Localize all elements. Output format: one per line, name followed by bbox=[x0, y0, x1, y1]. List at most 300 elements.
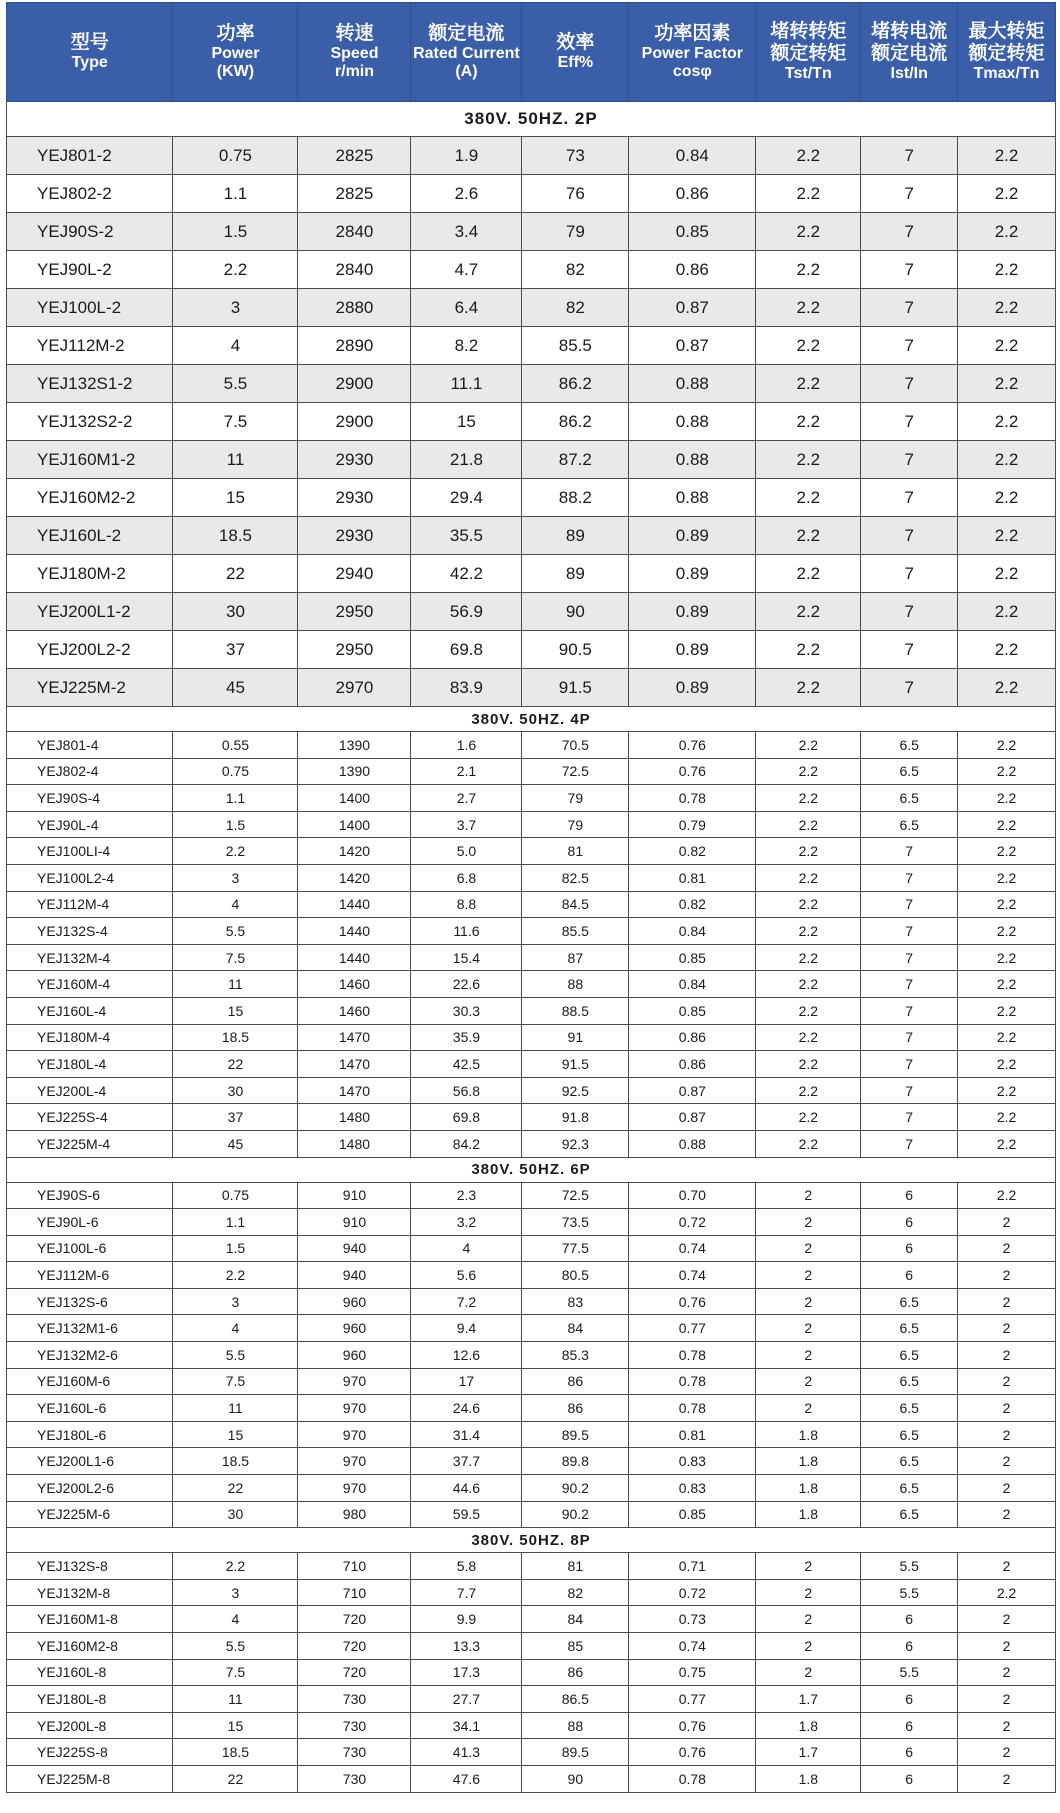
cell-power: 30 bbox=[173, 1077, 298, 1104]
cell-rated-current: 17.3 bbox=[411, 1659, 522, 1686]
cell-efficiency: 72.5 bbox=[522, 758, 629, 785]
cell-rated-current: 1.9 bbox=[411, 137, 522, 175]
cell-power: 2.2 bbox=[173, 1553, 298, 1580]
cell-efficiency: 82.5 bbox=[522, 864, 629, 891]
cell-tst-tn: 2.2 bbox=[756, 479, 861, 517]
cell-power-factor: 0.78 bbox=[629, 785, 756, 812]
cell-efficiency: 76 bbox=[522, 175, 629, 213]
cell-power-factor: 0.88 bbox=[629, 1130, 756, 1157]
cell-power: 0.75 bbox=[173, 137, 298, 175]
cell-tmax-tn: 2.2 bbox=[958, 944, 1056, 971]
cell-ist-in: 6 bbox=[861, 1686, 958, 1713]
cell-type: YEJ200L2-6 bbox=[7, 1475, 173, 1502]
cell-efficiency: 87 bbox=[522, 944, 629, 971]
cell-ist-in: 7 bbox=[861, 327, 958, 365]
table-body bbox=[7, 102, 1056, 1793]
cell-ist-in: 6 bbox=[861, 1712, 958, 1739]
cell-rated-current: 5.0 bbox=[411, 838, 522, 865]
cell-tst-tn: 2.2 bbox=[756, 971, 861, 998]
cell-efficiency: 86.5 bbox=[522, 1686, 629, 1713]
cell-tst-tn: 2.2 bbox=[756, 944, 861, 971]
cell-tst-tn: 2.2 bbox=[756, 289, 861, 327]
table-row bbox=[7, 441, 1056, 479]
cell-type: YEJ112M-4 bbox=[7, 891, 173, 918]
cell-power: 2.2 bbox=[173, 838, 298, 865]
cell-type: YEJ802-2 bbox=[7, 175, 173, 213]
table-row bbox=[7, 1342, 1056, 1369]
cell-ist-in: 6.5 bbox=[861, 785, 958, 812]
cell-ist-in: 6 bbox=[861, 1182, 958, 1209]
cell-power: 18.5 bbox=[173, 1024, 298, 1051]
cell-tst-tn: 1.8 bbox=[756, 1475, 861, 1502]
table-row bbox=[7, 1712, 1056, 1739]
cell-type: YEJ160M2-8 bbox=[7, 1633, 173, 1660]
cell-tmax-tn: 2.2 bbox=[958, 631, 1056, 669]
cell-type: YEJ180L-8 bbox=[7, 1686, 173, 1713]
cell-power-factor: 0.82 bbox=[629, 838, 756, 865]
cell-power: 4 bbox=[173, 327, 298, 365]
cell-power-factor: 0.86 bbox=[629, 1051, 756, 1078]
header-row bbox=[7, 3, 1056, 102]
cell-ist-in: 7 bbox=[861, 891, 958, 918]
cell-rated-current: 42.2 bbox=[411, 555, 522, 593]
cell-power: 11 bbox=[173, 971, 298, 998]
table-row bbox=[7, 1501, 1056, 1528]
cell-rated-current: 59.5 bbox=[411, 1501, 522, 1528]
cell-efficiency: 86 bbox=[522, 1368, 629, 1395]
table-row bbox=[7, 1182, 1056, 1209]
table-row bbox=[7, 403, 1056, 441]
cell-efficiency: 85.5 bbox=[522, 327, 629, 365]
cell-tst-tn: 2.2 bbox=[756, 1104, 861, 1131]
cell-power-factor: 0.86 bbox=[629, 1024, 756, 1051]
table-row bbox=[7, 758, 1056, 785]
cell-type: YEJ225S-4 bbox=[7, 1104, 173, 1131]
cell-power-factor: 0.85 bbox=[629, 1501, 756, 1528]
cell-ist-in: 6.5 bbox=[861, 811, 958, 838]
section-title: 380V. 50HZ. 2P bbox=[7, 102, 1056, 137]
cell-tst-tn: 2 bbox=[756, 1553, 861, 1580]
cell-type: YEJ90S-2 bbox=[7, 213, 173, 251]
cell-tst-tn: 1.8 bbox=[756, 1765, 861, 1792]
cell-rated-current: 3.7 bbox=[411, 811, 522, 838]
table-row bbox=[7, 864, 1056, 891]
cell-tmax-tn: 2.2 bbox=[958, 971, 1056, 998]
cell-tmax-tn: 2 bbox=[958, 1765, 1056, 1792]
cell-ist-in: 7 bbox=[861, 555, 958, 593]
cell-tmax-tn: 2.2 bbox=[958, 251, 1056, 289]
cell-tmax-tn: 2 bbox=[958, 1686, 1056, 1713]
cell-tst-tn: 1.8 bbox=[756, 1501, 861, 1528]
table-row bbox=[7, 971, 1056, 998]
cell-tmax-tn: 2 bbox=[958, 1395, 1056, 1422]
table-row bbox=[7, 1579, 1056, 1606]
cell-ist-in: 7 bbox=[861, 669, 958, 707]
cell-tst-tn: 2.2 bbox=[756, 251, 861, 289]
cell-ist-in: 6.5 bbox=[861, 1315, 958, 1342]
cell-tmax-tn: 2.2 bbox=[958, 137, 1056, 175]
cell-type: YEJ90L-4 bbox=[7, 811, 173, 838]
header-power-en: Power bbox=[211, 44, 260, 62]
table-row bbox=[7, 1686, 1056, 1713]
cell-speed: 720 bbox=[298, 1633, 411, 1660]
cell-rated-current: 22.6 bbox=[411, 971, 522, 998]
cell-power-factor: 0.78 bbox=[629, 1395, 756, 1422]
cell-power-factor: 0.88 bbox=[629, 441, 756, 479]
cell-power-factor: 0.87 bbox=[629, 1104, 756, 1131]
cell-rated-current: 11.6 bbox=[411, 918, 522, 945]
cell-tst-tn: 2.2 bbox=[756, 891, 861, 918]
cell-ist-in: 7 bbox=[861, 251, 958, 289]
table-row bbox=[7, 1051, 1056, 1078]
cell-tst-tn: 2.2 bbox=[756, 1024, 861, 1051]
header-speed bbox=[298, 3, 411, 102]
cell-efficiency: 88 bbox=[522, 971, 629, 998]
cell-efficiency: 80.5 bbox=[522, 1262, 629, 1289]
cell-speed: 730 bbox=[298, 1739, 411, 1766]
cell-power: 0.75 bbox=[173, 1182, 298, 1209]
table-row bbox=[7, 555, 1056, 593]
table-row bbox=[7, 365, 1056, 403]
cell-tmax-tn: 2.2 bbox=[958, 555, 1056, 593]
table-row bbox=[7, 1104, 1056, 1131]
cell-efficiency: 84.5 bbox=[522, 891, 629, 918]
cell-tst-tn: 2 bbox=[756, 1315, 861, 1342]
cell-ist-in: 7 bbox=[861, 441, 958, 479]
cell-power: 18.5 bbox=[173, 1448, 298, 1475]
cell-tst-tn: 2.2 bbox=[756, 864, 861, 891]
table-row bbox=[7, 1421, 1056, 1448]
section-title: 380V. 50HZ. 8P bbox=[7, 1528, 1056, 1553]
cell-tst-tn: 2.2 bbox=[756, 175, 861, 213]
cell-power: 18.5 bbox=[173, 517, 298, 555]
cell-power: 5.5 bbox=[173, 918, 298, 945]
cell-power-factor: 0.83 bbox=[629, 1448, 756, 1475]
cell-rated-current: 2.7 bbox=[411, 785, 522, 812]
cell-tmax-tn: 2 bbox=[958, 1315, 1056, 1342]
cell-efficiency: 92.3 bbox=[522, 1130, 629, 1157]
cell-speed: 2940 bbox=[298, 555, 411, 593]
cell-tmax-tn: 2.2 bbox=[958, 997, 1056, 1024]
header-ist-in-en: Ist/In bbox=[890, 64, 928, 82]
table-row bbox=[7, 1024, 1056, 1051]
cell-speed: 1420 bbox=[298, 838, 411, 865]
cell-power: 22 bbox=[173, 555, 298, 593]
cell-tmax-tn: 2 bbox=[958, 1368, 1056, 1395]
cell-speed: 2900 bbox=[298, 365, 411, 403]
cell-tst-tn: 1.8 bbox=[756, 1712, 861, 1739]
table-row bbox=[7, 1765, 1056, 1792]
table-row bbox=[7, 1262, 1056, 1289]
cell-power: 11 bbox=[173, 1395, 298, 1422]
table-row bbox=[7, 1315, 1056, 1342]
cell-tst-tn: 2 bbox=[756, 1579, 861, 1606]
header-power-factor-cn: 功率因素 bbox=[654, 22, 731, 44]
cell-type: YEJ801-2 bbox=[7, 137, 173, 175]
cell-rated-current: 15 bbox=[411, 403, 522, 441]
cell-tmax-tn: 2.2 bbox=[958, 1051, 1056, 1078]
cell-ist-in: 6.5 bbox=[861, 1448, 958, 1475]
section-header-row bbox=[7, 707, 1056, 732]
cell-ist-in: 6 bbox=[861, 1633, 958, 1660]
cell-speed: 2930 bbox=[298, 441, 411, 479]
cell-efficiency: 87.2 bbox=[522, 441, 629, 479]
header-power-cn: 功率 bbox=[216, 22, 255, 44]
cell-power-factor: 0.76 bbox=[629, 758, 756, 785]
cell-efficiency: 86.2 bbox=[522, 365, 629, 403]
cell-tst-tn: 2.2 bbox=[756, 213, 861, 251]
cell-type: YEJ132M2-6 bbox=[7, 1342, 173, 1369]
cell-tmax-tn: 2 bbox=[958, 1712, 1056, 1739]
cell-power: 22 bbox=[173, 1475, 298, 1502]
table-row bbox=[7, 1739, 1056, 1766]
header-tmax-tn-en: Tmax/Tn bbox=[973, 64, 1040, 82]
cell-rated-current: 30.3 bbox=[411, 997, 522, 1024]
cell-speed: 720 bbox=[298, 1606, 411, 1633]
cell-tst-tn: 2 bbox=[756, 1633, 861, 1660]
cell-type: YEJ200L-4 bbox=[7, 1077, 173, 1104]
cell-rated-current: 47.6 bbox=[411, 1765, 522, 1792]
cell-power: 1.1 bbox=[173, 175, 298, 213]
cell-ist-in: 5.5 bbox=[861, 1659, 958, 1686]
cell-type: YEJ225M-2 bbox=[7, 669, 173, 707]
table-row bbox=[7, 517, 1056, 555]
cell-ist-in: 7 bbox=[861, 838, 958, 865]
cell-type: YEJ100LI-4 bbox=[7, 838, 173, 865]
cell-power: 4 bbox=[173, 1606, 298, 1633]
cell-power-factor: 0.81 bbox=[629, 1421, 756, 1448]
cell-tst-tn: 2.2 bbox=[756, 137, 861, 175]
cell-power: 18.5 bbox=[173, 1739, 298, 1766]
cell-type: YEJ160M1-8 bbox=[7, 1606, 173, 1633]
cell-ist-in: 7 bbox=[861, 137, 958, 175]
cell-type: YEJ112M-6 bbox=[7, 1262, 173, 1289]
cell-tmax-tn: 2 bbox=[958, 1421, 1056, 1448]
cell-type: YEJ180M-4 bbox=[7, 1024, 173, 1051]
cell-efficiency: 73.5 bbox=[522, 1209, 629, 1236]
cell-speed: 2970 bbox=[298, 669, 411, 707]
table-row bbox=[7, 785, 1056, 812]
cell-power: 15 bbox=[173, 1712, 298, 1739]
cell-speed: 1460 bbox=[298, 971, 411, 998]
cell-power-factor: 0.77 bbox=[629, 1315, 756, 1342]
cell-power: 5.5 bbox=[173, 1342, 298, 1369]
cell-tst-tn: 2.2 bbox=[756, 811, 861, 838]
cell-speed: 1480 bbox=[298, 1104, 411, 1131]
cell-efficiency: 85.3 bbox=[522, 1342, 629, 1369]
cell-tst-tn: 2 bbox=[756, 1235, 861, 1262]
cell-ist-in: 7 bbox=[861, 1130, 958, 1157]
header-power-factor bbox=[629, 3, 756, 102]
cell-rated-current: 5.6 bbox=[411, 1262, 522, 1289]
cell-type: YEJ132S-6 bbox=[7, 1288, 173, 1315]
cell-rated-current: 7.7 bbox=[411, 1579, 522, 1606]
cell-rated-current: 56.9 bbox=[411, 593, 522, 631]
cell-ist-in: 7 bbox=[861, 864, 958, 891]
table-row bbox=[7, 1475, 1056, 1502]
table-row bbox=[7, 1553, 1056, 1580]
cell-power-factor: 0.75 bbox=[629, 1659, 756, 1686]
cell-rated-current: 56.8 bbox=[411, 1077, 522, 1104]
table-row bbox=[7, 811, 1056, 838]
header-efficiency-en: Eff% bbox=[557, 53, 594, 71]
cell-speed: 980 bbox=[298, 1501, 411, 1528]
cell-tmax-tn: 2 bbox=[958, 1209, 1056, 1236]
cell-type: YEJ180L-6 bbox=[7, 1421, 173, 1448]
cell-efficiency: 81 bbox=[522, 1553, 629, 1580]
cell-rated-current: 17 bbox=[411, 1368, 522, 1395]
cell-tmax-tn: 2.2 bbox=[958, 1182, 1056, 1209]
cell-ist-in: 7 bbox=[861, 944, 958, 971]
cell-rated-current: 4.7 bbox=[411, 251, 522, 289]
cell-rated-current: 69.8 bbox=[411, 1104, 522, 1131]
cell-power-factor: 0.84 bbox=[629, 971, 756, 998]
cell-tmax-tn: 2 bbox=[958, 1606, 1056, 1633]
header-power-en: (KW) bbox=[216, 62, 255, 80]
cell-speed: 2900 bbox=[298, 403, 411, 441]
cell-power-factor: 0.89 bbox=[629, 631, 756, 669]
cell-efficiency: 90 bbox=[522, 593, 629, 631]
cell-speed: 2950 bbox=[298, 593, 411, 631]
cell-tst-tn: 2.2 bbox=[756, 441, 861, 479]
cell-speed: 970 bbox=[298, 1368, 411, 1395]
header-efficiency bbox=[522, 3, 629, 102]
motor-spec-table bbox=[6, 2, 1056, 1793]
cell-type: YEJ180M-2 bbox=[7, 555, 173, 593]
cell-ist-in: 7 bbox=[861, 631, 958, 669]
cell-tst-tn: 2.2 bbox=[756, 631, 861, 669]
cell-type: YEJ132S2-2 bbox=[7, 403, 173, 441]
cell-type: YEJ100L2-4 bbox=[7, 864, 173, 891]
cell-power-factor: 0.78 bbox=[629, 1368, 756, 1395]
cell-tst-tn: 2 bbox=[756, 1368, 861, 1395]
cell-ist-in: 6.5 bbox=[861, 1421, 958, 1448]
cell-tmax-tn: 2.2 bbox=[958, 1130, 1056, 1157]
cell-tmax-tn: 2.2 bbox=[958, 175, 1056, 213]
cell-tst-tn: 2.2 bbox=[756, 517, 861, 555]
cell-speed: 1460 bbox=[298, 997, 411, 1024]
cell-efficiency: 85.5 bbox=[522, 918, 629, 945]
cell-power: 5.5 bbox=[173, 365, 298, 403]
cell-tmax-tn: 2 bbox=[958, 1342, 1056, 1369]
header-tst-tn-en: Tst/Tn bbox=[784, 64, 832, 82]
header-power-factor-en: Power Factor bbox=[641, 44, 744, 62]
cell-power: 1.5 bbox=[173, 811, 298, 838]
cell-tst-tn: 2 bbox=[756, 1209, 861, 1236]
cell-rated-current: 44.6 bbox=[411, 1475, 522, 1502]
cell-ist-in: 6.5 bbox=[861, 1288, 958, 1315]
cell-speed: 2950 bbox=[298, 631, 411, 669]
cell-ist-in: 7 bbox=[861, 213, 958, 251]
cell-efficiency: 88.5 bbox=[522, 997, 629, 1024]
cell-tst-tn: 1.7 bbox=[756, 1686, 861, 1713]
cell-power-factor: 0.88 bbox=[629, 365, 756, 403]
cell-speed: 2825 bbox=[298, 175, 411, 213]
cell-tmax-tn: 2.2 bbox=[958, 441, 1056, 479]
cell-power-factor: 0.82 bbox=[629, 891, 756, 918]
header-ist-in-cn2: 额定电流 bbox=[871, 42, 948, 64]
cell-power: 7.5 bbox=[173, 944, 298, 971]
header-power bbox=[173, 3, 298, 102]
cell-ist-in: 6.5 bbox=[861, 1501, 958, 1528]
cell-rated-current: 8.2 bbox=[411, 327, 522, 365]
cell-tst-tn: 2 bbox=[756, 1395, 861, 1422]
cell-type: YEJ90L-2 bbox=[7, 251, 173, 289]
cell-tst-tn: 2.2 bbox=[756, 918, 861, 945]
cell-power: 15 bbox=[173, 997, 298, 1024]
cell-speed: 960 bbox=[298, 1288, 411, 1315]
header-tst-tn bbox=[756, 3, 861, 102]
table-row bbox=[7, 732, 1056, 759]
cell-ist-in: 6 bbox=[861, 1765, 958, 1792]
cell-speed: 2930 bbox=[298, 517, 411, 555]
header-speed-en: r/min bbox=[334, 62, 375, 80]
cell-rated-current: 2.1 bbox=[411, 758, 522, 785]
cell-speed: 1440 bbox=[298, 944, 411, 971]
cell-type: YEJ160M-4 bbox=[7, 971, 173, 998]
cell-rated-current: 69.8 bbox=[411, 631, 522, 669]
cell-tst-tn: 2 bbox=[756, 1182, 861, 1209]
cell-type: YEJ90S-4 bbox=[7, 785, 173, 812]
cell-power: 45 bbox=[173, 669, 298, 707]
section-title: 380V. 50HZ. 4P bbox=[7, 707, 1056, 732]
section-header-row bbox=[7, 102, 1056, 137]
cell-speed: 2880 bbox=[298, 289, 411, 327]
cell-rated-current: 2.3 bbox=[411, 1182, 522, 1209]
cell-power-factor: 0.73 bbox=[629, 1606, 756, 1633]
cell-ist-in: 6 bbox=[861, 1739, 958, 1766]
cell-efficiency: 88.2 bbox=[522, 479, 629, 517]
header-tmax-tn-cn2: 额定转矩 bbox=[968, 42, 1045, 64]
cell-tmax-tn: 2.2 bbox=[958, 918, 1056, 945]
table-row bbox=[7, 479, 1056, 517]
cell-speed: 2825 bbox=[298, 137, 411, 175]
header-type-cn: 型号 bbox=[70, 31, 109, 53]
cell-power: 37 bbox=[173, 631, 298, 669]
cell-tmax-tn: 2.2 bbox=[958, 864, 1056, 891]
section-title: 380V. 50HZ. 6P bbox=[7, 1157, 1056, 1182]
cell-type: YEJ225S-8 bbox=[7, 1739, 173, 1766]
cell-tst-tn: 2.2 bbox=[756, 785, 861, 812]
cell-power: 15 bbox=[173, 1421, 298, 1448]
cell-speed: 1440 bbox=[298, 918, 411, 945]
cell-power-factor: 0.88 bbox=[629, 479, 756, 517]
cell-power: 3 bbox=[173, 289, 298, 327]
cell-efficiency: 89 bbox=[522, 555, 629, 593]
cell-power: 1.5 bbox=[173, 213, 298, 251]
cell-power-factor: 0.71 bbox=[629, 1553, 756, 1580]
cell-speed: 1480 bbox=[298, 1130, 411, 1157]
cell-tmax-tn: 2.2 bbox=[958, 403, 1056, 441]
header-rated-current-cn: 额定电流 bbox=[428, 22, 505, 44]
cell-efficiency: 82 bbox=[522, 1579, 629, 1606]
cell-efficiency: 91 bbox=[522, 1024, 629, 1051]
cell-type: YEJ802-4 bbox=[7, 758, 173, 785]
cell-power-factor: 0.72 bbox=[629, 1209, 756, 1236]
cell-tmax-tn: 2 bbox=[958, 1475, 1056, 1502]
cell-ist-in: 6.5 bbox=[861, 1395, 958, 1422]
cell-ist-in: 7 bbox=[861, 971, 958, 998]
cell-type: YEJ160L-8 bbox=[7, 1659, 173, 1686]
cell-efficiency: 81 bbox=[522, 838, 629, 865]
cell-tst-tn: 2.2 bbox=[756, 997, 861, 1024]
cell-rated-current: 24.6 bbox=[411, 1395, 522, 1422]
cell-power: 11 bbox=[173, 1686, 298, 1713]
cell-power-factor: 0.72 bbox=[629, 1579, 756, 1606]
header-power-factor-en: cosφ bbox=[672, 62, 712, 80]
cell-speed: 970 bbox=[298, 1421, 411, 1448]
cell-tmax-tn: 2.2 bbox=[958, 365, 1056, 403]
